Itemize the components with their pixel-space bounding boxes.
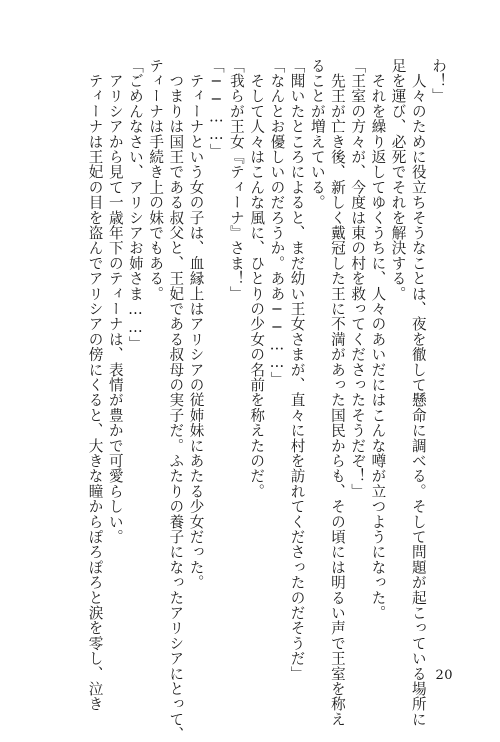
text-line: つまりは国王である叔父と、王妃である叔母の実子だ。ふたりの養子になったアリシアにとって、 — [167, 58, 185, 742]
text-line: 先王が亡き後、新しく戴冠した王に不満があった国民からも、その頃には明るい声で王室を称え — [328, 58, 346, 727]
text-line: ることが増えている。 — [308, 58, 326, 210]
text-line: 「なんとお優しいのだろうか。ああ──……」 — [268, 58, 286, 387]
text-line: わ！」 — [430, 58, 447, 104]
text-line: 「ごめんなさい、アリシアお姉さま……」 — [126, 58, 144, 352]
text-line: そして人々はこんな風に、ひとりの少女の名前を称えたのだ。 — [248, 58, 266, 499]
text-line: 「──……」 — [207, 58, 225, 159]
text-line: ティーナという女の子は、血縁上はアリシアの従姉妹にあたる少女だった。 — [187, 58, 205, 590]
text-line: それを繰り返してゆくうちに、人々のあいだにはこんな噂が立つようになった。 — [369, 58, 387, 621]
text-line: ティーナは手続き上の妹でもある。 — [147, 58, 165, 302]
text-line: アリシアから見て一歳年下のティーナは、表情が豊かで可愛らしい。 — [106, 58, 124, 545]
text-line: 足を運び、必死でそれを解決する。 — [389, 58, 407, 302]
page-number: 20 — [435, 668, 453, 683]
text-line: 「王室の方々が、今度は東の村を救ってくださったそうだぞ！」 — [349, 58, 367, 499]
text-line: 「我らが王女『ティーナ』さま！」 — [227, 58, 245, 302]
text-line: 人々のために役立ちそうなことは、夜を徹して懸命に調べる。そして問題が起こっている場所に — [409, 58, 427, 727]
text-line: ティーナは王妃の目を盗んでアリシアの傍にくると、大きな瞳からぽろぽろと涙を零し、泣き — [86, 58, 104, 712]
text-line: 「聞いたところによると、まだ幼い王女さまが、直々に村を訪れてくださったのだそうだ」 — [288, 58, 306, 682]
